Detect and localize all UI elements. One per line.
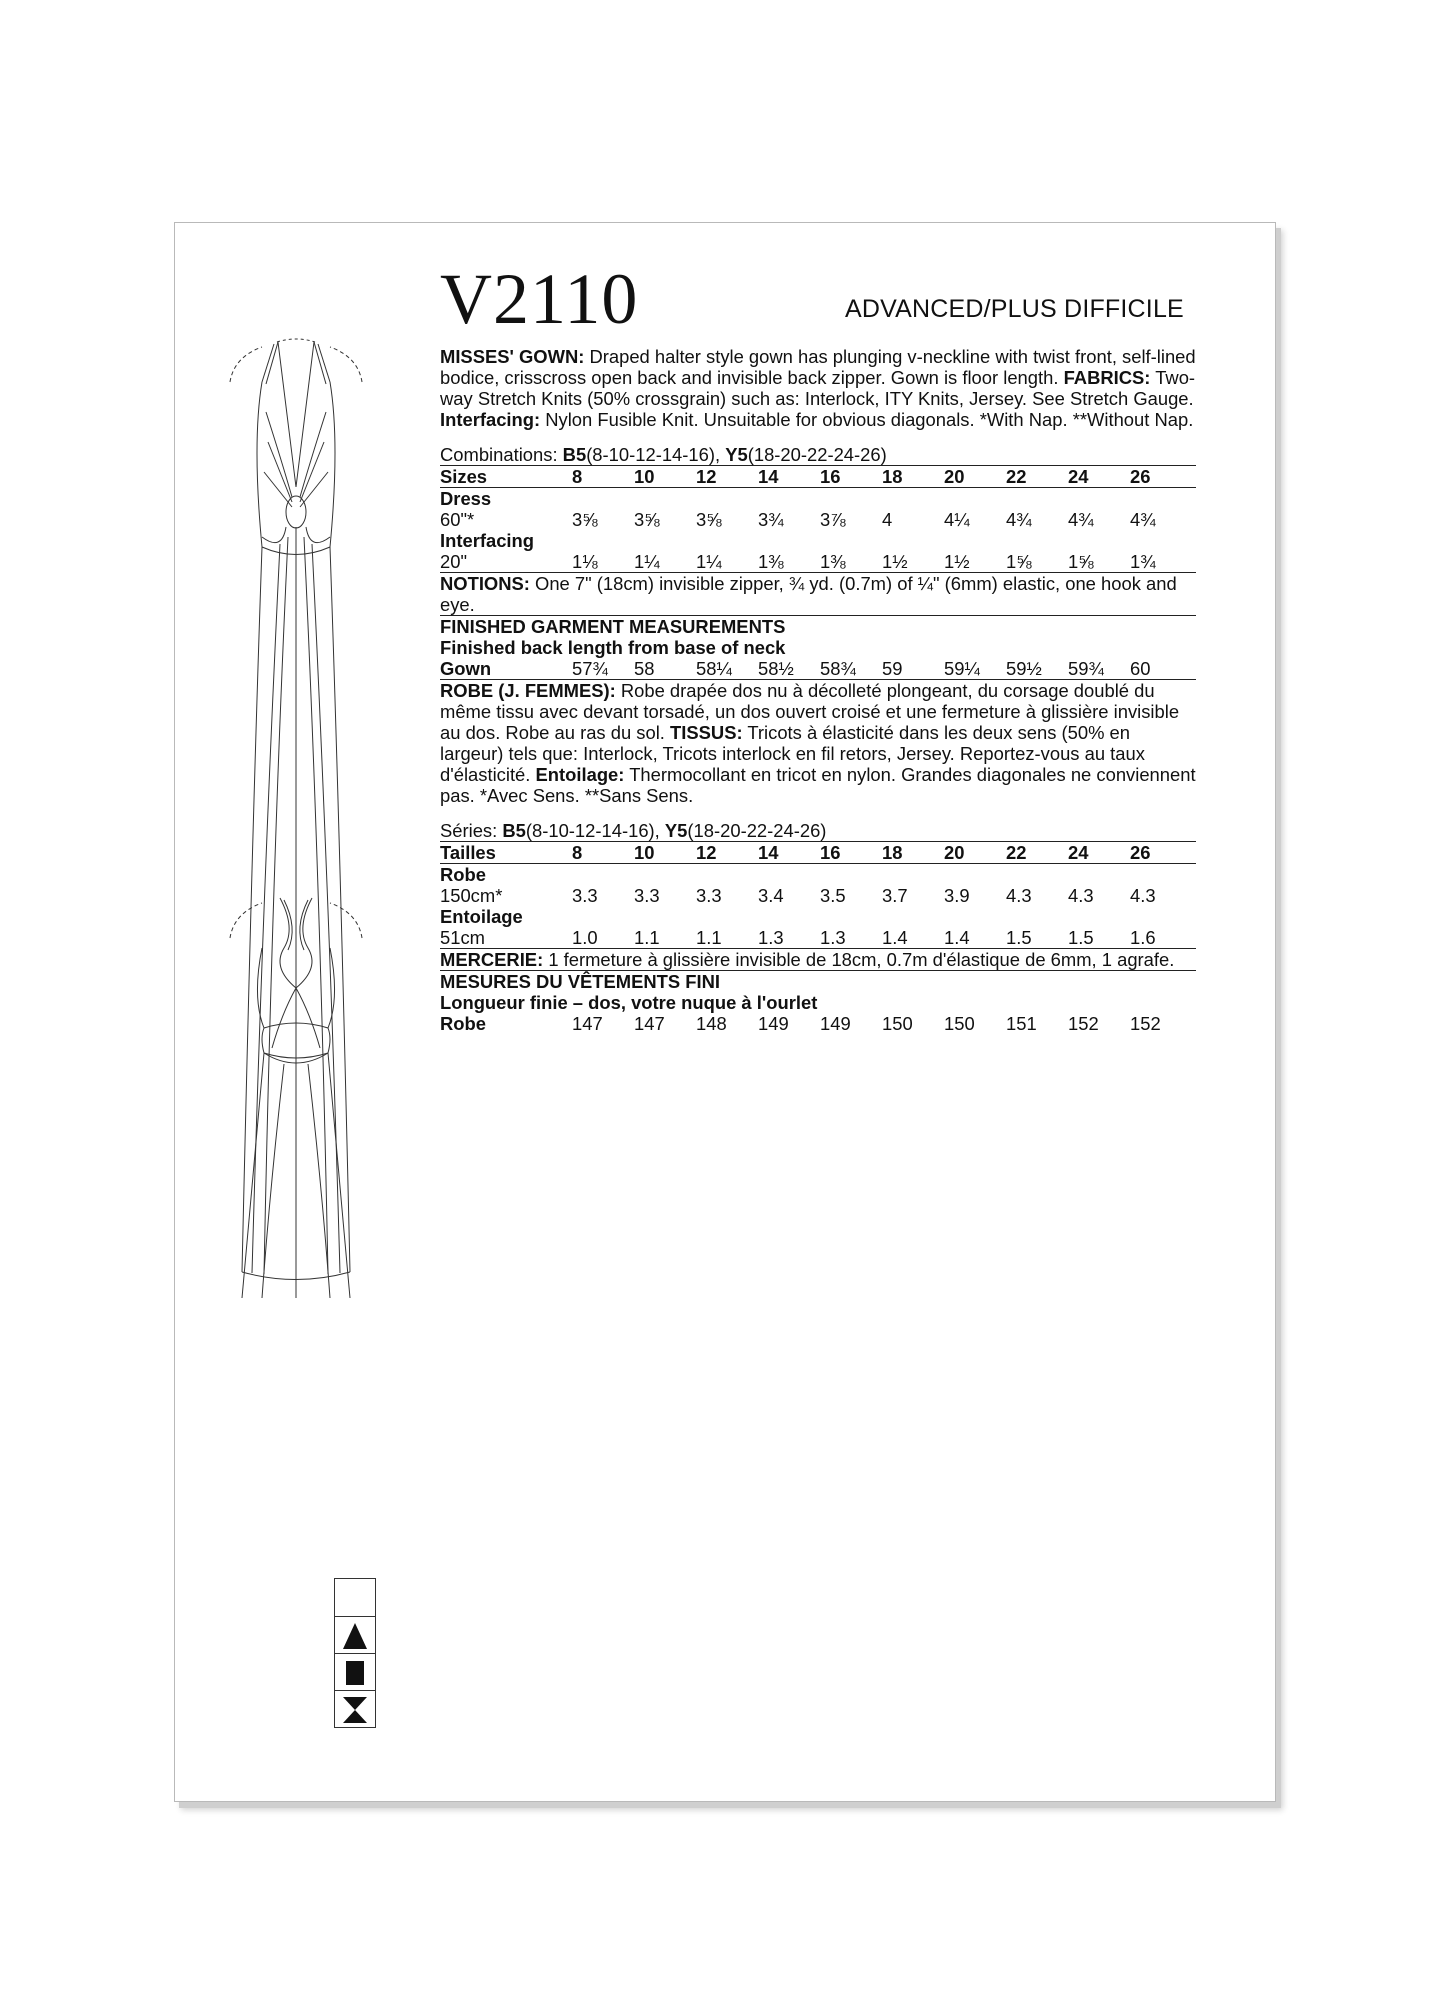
gown-length-row: Gown 57¾ 58 58¼ 58½ 58¾ 59 59¼ 59½ 59¾ 60 — [440, 658, 1151, 679]
bowtie-symbol-cell — [335, 1690, 375, 1728]
fabrics-label: FABRICS: — [1063, 367, 1151, 388]
square-symbol-cell — [335, 1653, 375, 1691]
robe-row: 150cm* 3.3 3.3 3.3 3.4 3.5 3.7 3.9 4.3 4.3 4.3 — [440, 885, 1156, 906]
mercerie: MERCERIE: 1 fermeture à glissière invisible de 18cm, 0.7m d'élastique de 6mm, 1 agrafe. — [440, 948, 1196, 970]
french-description: ROBE (J. FEMMES): Robe drapée dos nu à décolleté plongeant, du corsage doublé du même tissu avec devant torsadé, un dos ouvert croisé et une fermeture à glissière invisible au dos. Robe au ras du sol. TISSUS: Tricots à élasticité dans les deux sens (50% en largeur) tels que: Interlock, Tricots interlock en fil retors, Jersey. Reportez-vous au taux d'élasticité. Entoilage: Thermocollant en tricot en nylon. Grandes diagonales ne conviennent pas. *Avec Sens. **Sans Sens. — [440, 680, 1196, 806]
gown-label: MISSES' GOWN: — [440, 346, 585, 367]
finished-measurements: FINISHED GARMENT MEASUREMENTS Finished back length from base of neck Gown 57¾ 58 58¼ 58½ 58¾ 59 59¼ 59½ 59¾ 60 — [440, 615, 1196, 679]
dress-row: 60"* 3⅝ 3⅝ 3⅝ 3¾ 3⅞ 4 4¼ 4¾ 4¾ 4¾ — [440, 509, 1156, 530]
entoilage-row: 51cm 1.0 1.1 1.1 1.3 1.3 1.4 1.4 1.5 1.5 1.6 — [440, 927, 1156, 948]
pattern-info — [440, 346, 1196, 1034]
interfacing-text: Nylon Fusible Knit. Unsuitable for obvious diagonals. *With Nap. **Without Nap. — [540, 409, 1194, 430]
tailles-header-row: Tailles 8 10 12 14 16 18 20 22 24 26 — [440, 841, 1196, 863]
robe-length-row: Robe 147 147 148 149 149 150 150 151 152 152 — [440, 1013, 1161, 1034]
gown-text: Draped halter style gown has plunging v-neckline with twist front, self-lined bodice, crisscross open back and invisible back zipper. Gown is floor length. — [440, 346, 1196, 388]
square-symbol — [342, 1658, 368, 1688]
notions: NOTIONS: One 7" (18cm) invisible zipper, ¾ yd. (0.7m) of ¼" (6mm) elastic, one hook and eye. — [440, 572, 1196, 615]
sizes-header-row: Sizes 8 10 12 14 16 18 20 22 24 26 — [440, 465, 1196, 487]
mesures-finies: MESURES DU VÊTEMENTS FINI Longueur finie – dos, votre nuque à l'ourlet Robe 147 147 148 149 149 150 150 151 152 152 — [440, 970, 1196, 1034]
fabrics-text: Two-way Stretch Knits (50% crossgrain) such as: Interlock, ITY Knits, Jersey. See Stretch Gauge. — [440, 367, 1196, 409]
symbol-key-box — [334, 1578, 376, 1728]
dress-yardage — [440, 487, 1196, 572]
combinations-line: Combinations: B5(8-10-12-14-16), Y5(18-20-22-24-26) — [440, 444, 887, 465]
series-line: Séries: B5(8-10-12-14-16), Y5(18-20-22-24-26) — [440, 820, 827, 841]
english-description — [440, 346, 1196, 430]
dress-row-label: Dress — [440, 488, 492, 509]
interfacing-row-label: Interfacing — [440, 530, 535, 551]
interfacing-row: 20" 1⅛ 1¼ 1¼ 1⅜ 1⅜ 1½ 1½ 1⅝ 1⅝ 1¾ — [440, 551, 1156, 572]
interfacing-label: Interfacing: — [440, 409, 541, 430]
pattern-number: V2110 — [440, 259, 639, 339]
triangle-symbol-cell — [335, 1616, 375, 1654]
gown-back-illustration — [222, 888, 370, 1308]
robe-metrage: Robe 150cm* 3.3 3.3 3.3 3.4 3.5 3.7 3.9 4.3 4.3 4.3 Entoilage 51cm 1.0 1.1 1.1 1.3 1.3 1.4 1.4 1.5 1.5 1.6 — [440, 863, 1196, 948]
triangle-symbol — [342, 1621, 368, 1651]
difficulty-label: ADVANCED/PLUS DIFFICILE — [845, 295, 1184, 323]
bowtie-symbol — [342, 1695, 368, 1725]
